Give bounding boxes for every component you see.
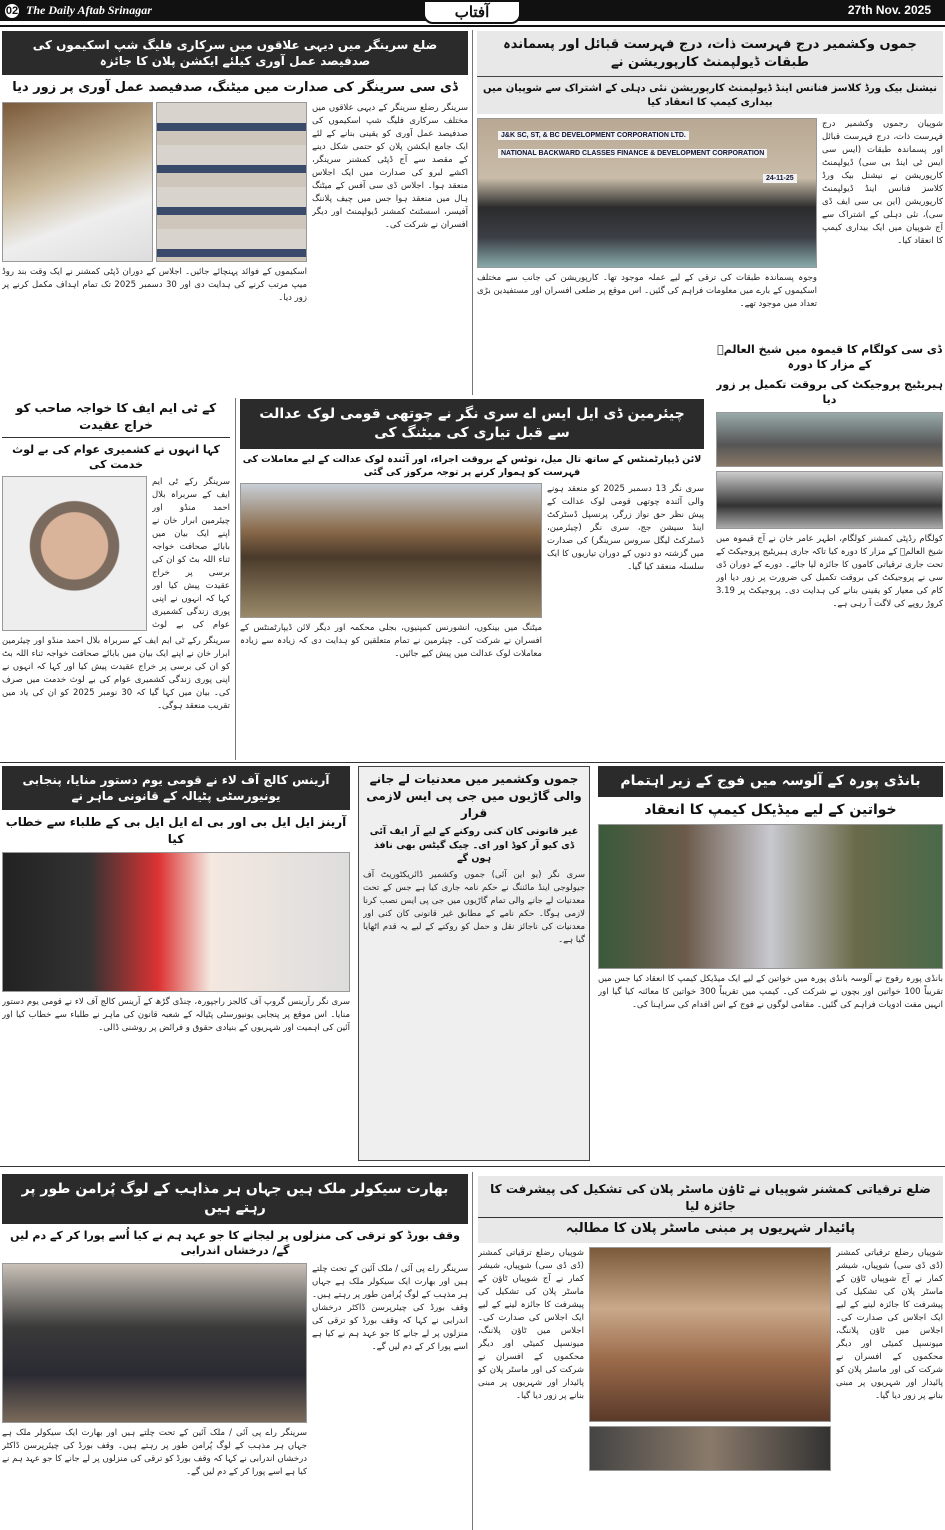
photo-awareness-camp xyxy=(477,118,817,268)
photo-shrine-visit-2 xyxy=(716,471,943,529)
photo-dc-srinagar xyxy=(2,102,153,262)
headline-h: بانڈی پورہ کے آلوسہ میں فوج کے زیر اہتمام xyxy=(598,766,943,797)
subhead-d: کہا انہوں نے کشمیری عوام کی بے لوث خدمت کی xyxy=(12,442,220,471)
subhead-i: وقف بورڈ کو ترقی کی منزلوں پر لیجانے کا جو عہد ہم نے کیا اُسے پورا کر کے دم لیں گے/ درخشاں اندرابی xyxy=(10,1228,460,1258)
photo-review-meeting xyxy=(589,1426,831,1471)
article-a xyxy=(2,31,468,393)
subhead-b: نیشنل بیک ورڈ کلاسز فنانس اینڈ ڈیولپمنٹ کارپوریشن نئی دہلی کے اشتراک سے شوپیان میں بیداری کیمپ کا انعقاد کیا xyxy=(477,76,943,114)
headline-d: کے ٹی ایم ایف کا خواجہ صاحب کو خراج عقیدت xyxy=(2,400,230,438)
article-g xyxy=(358,766,590,1161)
headline-i: بھارت سیکولر ملک ہیں جہاں ہر مذاہب کے لوگ پُرامن طور پر رہتے ہیں xyxy=(2,1174,468,1224)
headline-j: ضلع ترقیاتی کمشنر شوپیاں نے ٹاؤن ماسٹر پلان کی تشکیل کی پیشرفت کا جائزہ لیا xyxy=(478,1179,943,1218)
photo-law-college-event xyxy=(2,852,350,992)
photo-waqf-board-inauguration xyxy=(2,1263,307,1423)
article-i xyxy=(2,1174,468,1528)
section-rule xyxy=(0,762,945,763)
subhead-c: ہیریٹیج پروجیکٹ کی بروقت تکمیل پر زور دیا xyxy=(716,377,943,407)
header-rule xyxy=(0,25,945,27)
photo-date: 24-11-25 xyxy=(763,174,797,183)
column-divider xyxy=(472,1172,473,1530)
photo-banner-2: NATIONAL BACKWARD CLASSES FINANCE & DEVELOPMENT CORPORATION xyxy=(498,149,767,158)
article-f-body: سری نگر رآرینس گروپ آف کالجز راجپورہ، چنڈی گڑھ کے آرینس کالج آف لاء نے قومی یوم دستور منایا۔ اس موقع پر پنجابی یونیورسٹی پٹیالہ کے شعبہ قانون کی ماہر نے طلباء سے خطاب کیا اور آئین کی اہمیت اور شہریوں کے بنیادی حقوق و فرائض پر روشنی ڈالی۔ xyxy=(2,996,350,1033)
photo-meeting-hall xyxy=(156,102,307,262)
subhead-a: ڈی سی سرینگر کی صدارت میں میٹنگ، صدفیصد عمل آوری پر زور دیا xyxy=(12,80,458,96)
article-j-body-2: شوپیاں رضلع ترقیاتی کمشنر (ڈی ڈی سی) شوپیاں، شیشر کمار نے آج شوپیاں ٹاؤن کے ماسٹر پلان کی تشکیل کی پیشرفت کا جائزہ لینے کے لیے ایک اجلاس کی صدارت کی۔ اجلاس میں ٹاؤن پلاننگ، میونسپل کمیٹی اور دیگر محکموں کے افسران نے شرکت کی اور ماسٹر پلان کو پائیدار اور شہریوں پر مبنی بنانے پر زور دیا گیا۔ xyxy=(478,1247,584,1401)
headline-a: ضلع سرینگر میں دیہی علاقوں میں سرکاری فلیگ شپ اسکیموں کی صدفیصد عمل آوری کیلئے ایکشن پلان کا جائزہ xyxy=(2,31,468,75)
article-d-body: سرینگر رکے ٹی ایم ایف کے سربراہ بلال احمد منڈو اور چیئرمین ابرار خان نے اپنے ایک بیان میں بابائے صحافت خواجہ ثناء اللہ بٹ کو ان کی برسی پر خراج عقیدت پیش کیا اور کہا کہ انہوں نے اپنی پوری زندگی کشمیری عوام کی بے لوث خدمت میں صرف کی۔ بیان میں کہا گیا کہ 30 نومبر 2025 کو ان کی یاد میں تقریب منعقد ہوگی۔ xyxy=(2,636,230,712)
article-h xyxy=(598,766,943,1161)
headline-f: آرینس کالج آف لاء نے قومی یوم دستور منایا، پنجابی یونیورسٹی پٹیالہ کے قانونی ماہر نے xyxy=(2,766,350,810)
article-h-body: بانڈی پورہ رفوج نے آلوسہ بانڈی پورہ میں خواتین کے لیے ایک میڈیکل کیمپ کا انعقاد کیا جس میں تقریباً 100 خواتین اور بچوں نے شرکت کی۔ کیمپ میں تقریباً 300 خواتین کا معائنہ کیا گیا اور انہیں مفت ادویات فراہم کی گئیں۔ مقامی لوگوں نے فوج کے اس اقدام کی سراہنا کی۔ xyxy=(598,974,943,1011)
subhead-f: آرینز ایل ایل بی اور بی اے ایل ایل بی کے طلباء سے خطاب کیا xyxy=(5,815,347,847)
headline-c: ڈی سی کولگام کا قیموہ میں شیخ العالمؒ کے مزار کا دورہ xyxy=(717,343,942,372)
section-rule xyxy=(0,1166,945,1167)
article-b xyxy=(477,31,943,339)
subhead-g: غیر قانونی کان کنی روکنے کے لیے آر ایف آئی ڈی کیو آر کوڈ اور ای۔ چیک گیٹس بھی نافذ ہوں گے xyxy=(369,826,579,864)
column-divider xyxy=(472,30,473,395)
article-b-body-2: وجوہ پسماندہ طبقات کی ترقی کے لیے عملہ موجود تھا۔ کارپوریشن کی جانب سے مختلف اسکیموں کے بارے میں معلومات فراہم کی گئیں۔ اس موقع پر ضلعی افسران اور مستفیدین بڑی تعداد میں موجود تھے۔ xyxy=(477,273,817,310)
subhead-e: لائن ڈیپارٹمنٹس کے ساتھ تال میل، نوٹس کے بروقت اجراء، اور آئندہ لوک عدالت کے لیے معاملات کی فہرست کو ہموار کرنے پر توجہ مرکوز کی گئی xyxy=(242,453,702,479)
article-c xyxy=(716,342,943,758)
article-e-body-2: میٹنگ میں بینکوں، انشورنس کمپنیوں، بجلی محکمہ اور دیگر لائن ڈیپارٹمنٹس کے افسران نے شرکت کی۔ چیئرمین نے تمام متعلقین کو ہدایت دی کہ زیادہ سے زیادہ معاملات لوک عدالت میں پیش کیے جائیں۔ xyxy=(240,623,542,660)
photo-lok-adalat-meeting xyxy=(240,483,542,618)
page-number: 02 xyxy=(3,2,21,20)
column-divider xyxy=(235,398,236,760)
article-d-body-side: سرینگر رکے ٹی ایم ایف کے سربراہ بلال احمد منڈو اور چیئرمین ابرار خان نے اپنے ایک بیان میں بابائے صحافت خواجہ ثناء اللہ بٹ کو ان کی برسی پر خراج عقیدت پیش کیا اور کہا کہ انہوں نے اپنی پوری زندگی کشمیری عوام کی بے لوث xyxy=(152,477,230,631)
photo-banner: J&K SC, ST, & BC DEVELOPMENT CORPORATION LTD. xyxy=(498,131,689,140)
paper-name: The Daily Aftab Srinagar xyxy=(26,3,152,17)
article-a-body: سرینگر رضلع سرینگر کے دیہی علاقوں میں مختلف سرکاری فلیگ شپ اسکیموں کی صدفیصد عمل آوری کو یقینی بنانے کے لئے ایک جامع ایکشن پلان کو حتمی شکل دینے کے مقصد سے آج ڈپٹی کمشنر سرینگر، اکشے لبرو کی صدارت میں ایک اجلاس منعقد ہوا۔ اجلاس ڈی سی آفس کے میٹنگ ہال میں منعقد ہوا جس میں چیف پلاننگ آفیسر، اسسٹنٹ کمشنر ڈیولپمنٹ اور دیگر افسران نے شرکت کی۔ xyxy=(312,102,468,230)
subhead-h: خواتین کے لیے میڈیکل کیمپ کا انعقاد xyxy=(644,801,897,818)
article-e-body: سری نگر 13 دسمبر 2025 کو منعقد ہونے والی آئندہ چوتھی قومی لوک عدالت کے پیش نظر حق نواز زرگر، پرنسپل ڈسٹرکٹ اینڈ سیشن جج، سری نگر (چیئرمین، ڈسٹرکٹ لیگل سروس سرینگر) کی صدارت میں گزشتہ دو دنوں کے دوران تیاریوں کا ایک سلسلہ منعقد کیا گیا۔ xyxy=(547,484,704,573)
issue-date: 27th Nov. 2025 xyxy=(847,3,931,17)
article-j-header-box xyxy=(478,1176,943,1243)
article-f xyxy=(2,766,350,1161)
article-e xyxy=(240,399,704,759)
article-g-body: سری نگر (یو این آئی) جموں وکشمیر ڈائریکٹوریٹ آف جیولوجی اینڈ مائننگ نے حکم نامہ جاری کیا ہے جس کے تحت معدنیات لے جانے والی تمام گاڑیوں میں جی پی ایس نصب کرنا لازمی ہوگا۔ حکم نامے کے مطابق غیر قانونی کان کنی اور معدنیات کی ناجائز نقل و حمل کو روکنے کے لیے یہ قدم اٹھایا گیا ہے۔ xyxy=(363,870,585,946)
photo-ddc-shopian xyxy=(589,1247,831,1422)
article-a-body-2: اسکیموں کے فوائد پہنچائے جائیں۔ اجلاس کے دوران ڈپٹی کمشنر نے ایک وقت بند روڈ میپ مرتب کرنے کی ہدایت دی اور 30 دسمبر 2025 تک تمام اہداف مکمل کرنے پر زور دیا۔ xyxy=(2,266,307,303)
article-j xyxy=(478,1176,943,1528)
photo-khwaja-sahab xyxy=(2,476,147,631)
photo-medical-camp xyxy=(598,824,943,969)
photo-shrine-visit-1 xyxy=(716,412,943,467)
headline-b: جموں وکشمیر درج فہرست ذات، درج فہرست قبائل اور پسماندہ طبقات ڈیولپمنٹ کارپوریشن نے xyxy=(477,31,943,76)
article-i-body-2: سرینگر راے پی آئی / ملک آئین کے تحت چلتے ہیں اور بھارت ایک سیکولر ملک ہے جہاں ہر مذہب کے لوگ پُرامن طور پر رہتے ہیں۔ وقف بورڈ کی چیئرپرسن ڈاکٹر درخشاں اندرابی نے کہا کہ وقف بورڈ کو ترقی کی منزلوں پر لے جانے کا جو عہد ہم نے کیا ہے اسے پورا کر کے دم لیں گے۔ xyxy=(2,1427,307,1477)
article-d xyxy=(2,400,230,758)
logo: آفتاب xyxy=(423,0,521,24)
article-b-body: شوپیان رجموں وکشمیر درج فہرست ذات، درج فہرست قبائل اور پسماندہ طبقات (ایس سی ایس ٹی اینڈ بی سی) ڈیولپمنٹ کارپوریشن نے نیشنل بیک ورڈ کلاسز فنانس اینڈ ڈیولپمنٹ کارپوریشن (این بی سی ایف ڈی سی)، نئی دہلی کے اشتراک سے آج شوپیان میں ایک بیداری کیمپ کا انعقاد کیا۔ xyxy=(822,119,943,247)
article-i-body: سرینگر راے پی آئی / ملک آئین کے تحت چلتے ہیں اور بھارت ایک سیکولر ملک ہے جہاں ہر مذہب کے لوگ پُرامن طور پر رہتے ہیں۔ وقف بورڈ کی چیئرپرسن ڈاکٹر درخشاں اندرابی نے کہا کہ وقف بورڈ کو ترقی کی منزلوں پر لے جانے کا جو عہد ہم نے کیا ہے اسے پورا کر کے دم لیں گے۔ xyxy=(312,1263,468,1352)
headline-e: چیئرمین ڈی ایل ایس اے سری نگر نے چوتھی قومی لوک عدالت سے قبل تیاری کی میٹنگ کی xyxy=(240,399,704,449)
headline-g: جموں وکشمیر میں معدنیات لے جانے والی گاڑیوں میں جی پی ایس لازمی قرار xyxy=(366,772,582,820)
article-c-body: کولگام رڈپٹی کمشنر کولگام، اطہر عامر خان نے آج قیموہ میں شیخ العالمؒ کے مزار کا دورہ کیا تاکہ جاری ہیریٹیج پروجیکٹ کے تحت جاری ترقیاتی کاموں کا جائزہ لیا جائے۔ دورے کے دوران ڈی سی نے پروجیکٹ کی بروقت تکمیل کی ضرورت پر زور دیا اور کام کی معیار کو یقینی بنانے کی ہدایت دی۔ پروجیکٹ پر 3.19 کروڑ روپے کی لاگت آ رہی ہے۔ xyxy=(716,533,943,609)
article-j-body: شوپیاں رضلع ترقیاتی کمشنر (ڈی ڈی سی) شوپیاں، شیشر کمار نے آج شوپیاں ٹاؤن کے ماسٹر پلان کی تشکیل کی پیشرفت کا جائزہ لینے کے لیے ایک اجلاس کی صدارت کی۔ اجلاس میں ٹاؤن پلاننگ، میونسپل کمیٹی اور دیگر محکموں کے افسران نے شرکت کی اور ماسٹر پلان کو پائیدار اور شہریوں پر مبنی بنانے پر زور دیا گیا۔ xyxy=(836,1247,943,1401)
subhead-j: پائیدار شہریوں پر مبنی ماسٹر پلان کا مطالبہ xyxy=(565,1220,856,1236)
